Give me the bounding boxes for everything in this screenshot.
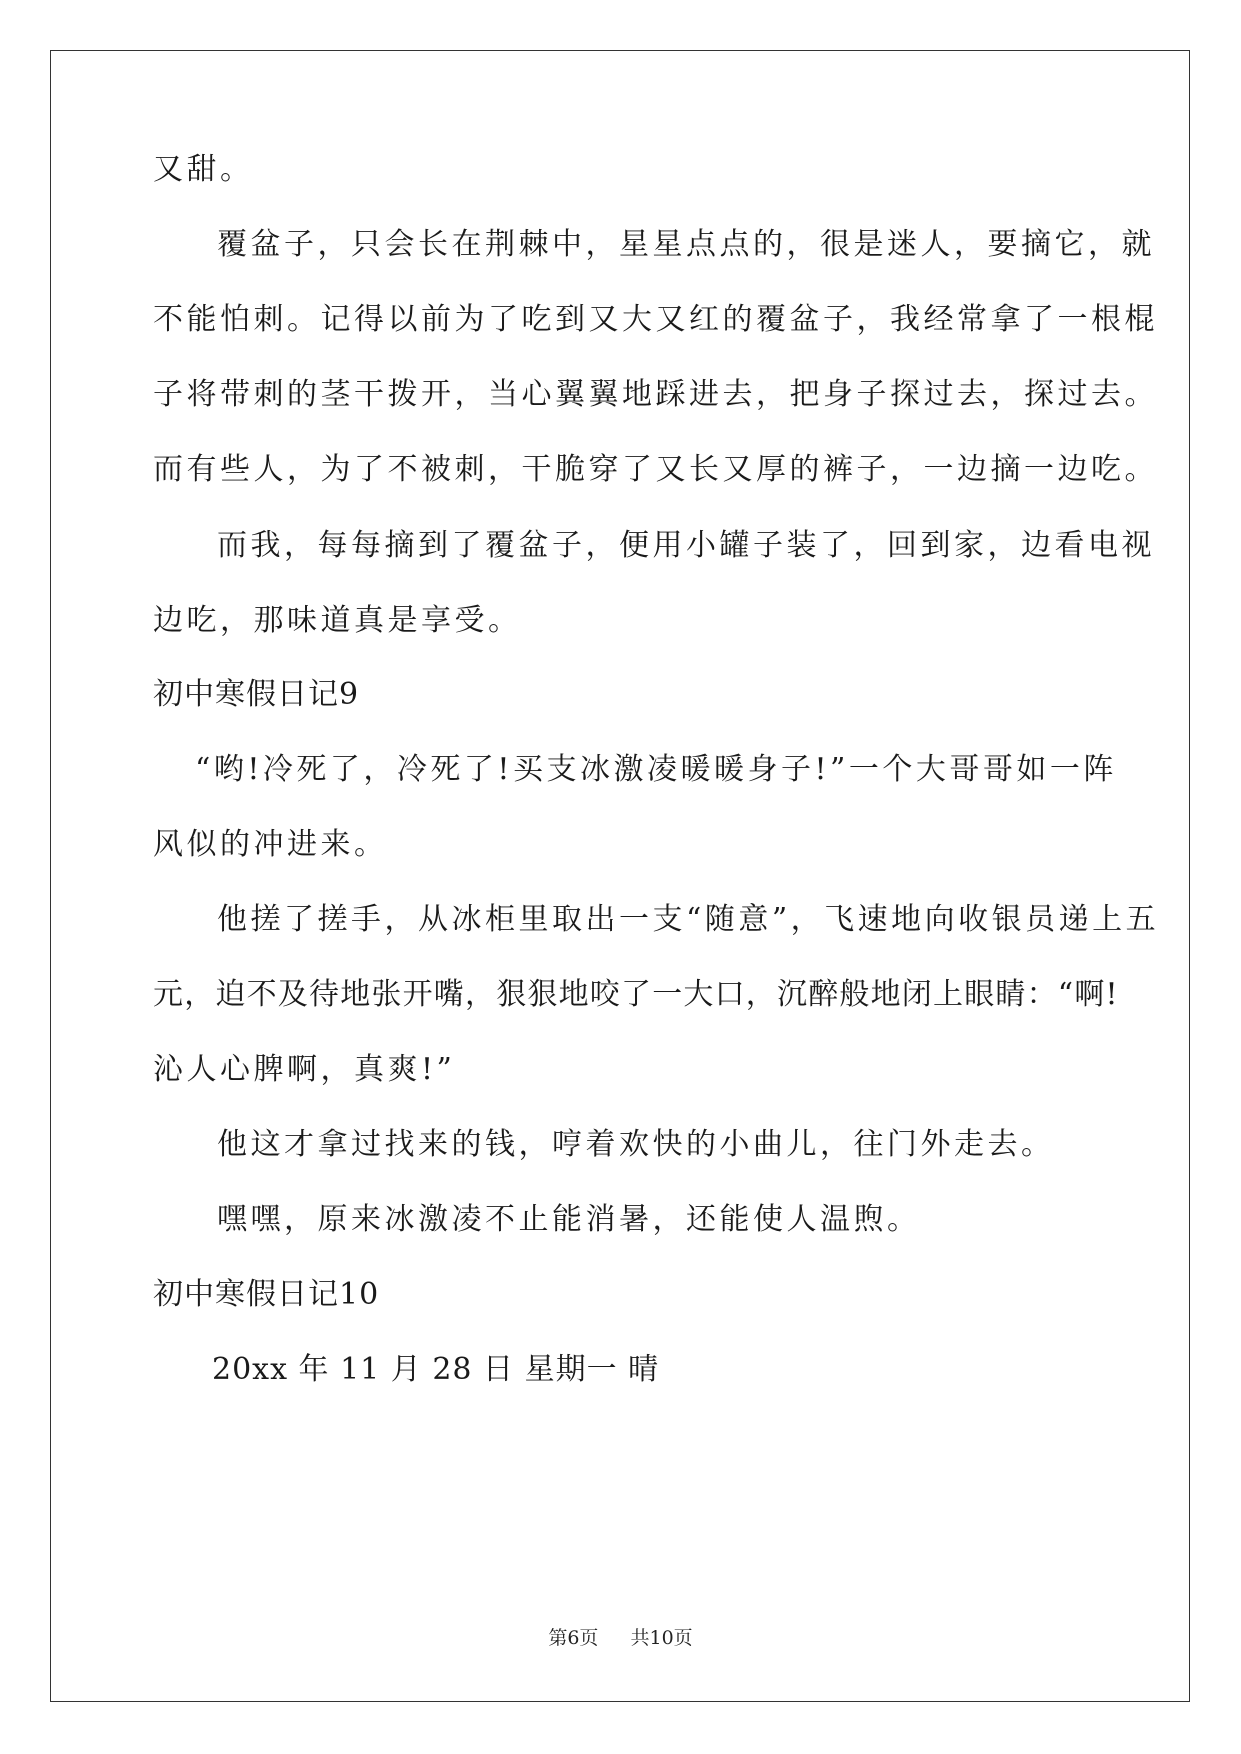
total-pages: 共10页 <box>630 1627 693 1649</box>
paragraph-line: 子将带刺的茎干拨开，当心翼翼地踩进去，把身子探过去，探过去。 <box>153 377 1158 412</box>
section-heading: 初中寒假日记10 <box>153 1277 380 1312</box>
page-number: 第6页 <box>548 1627 599 1649</box>
paragraph-line: 而我，每每摘到了覆盆子，便用小罐子装了，回到家，边看电视 <box>217 528 1155 563</box>
paragraph-line: 覆盆子，只会长在荆棘中，星星点点的，很是迷人，要摘它，就 <box>217 227 1155 262</box>
diary-date-line: 20xx 年 11 月 28 日 星期一 晴 <box>212 1352 660 1387</box>
paragraph-line: 沁人心脾啊，真爽!” <box>153 1052 456 1087</box>
section-heading: 初中寒假日记9 <box>153 677 360 712</box>
paragraph-line: 他这才拿过找来的钱，哼着欢快的小曲儿，往门外走去。 <box>217 1127 1055 1162</box>
paragraph-line: 又甜。 <box>153 152 254 187</box>
paragraph-line: 嘿嘿，原来冰激凌不止能消暑，还能使人温煦。 <box>217 1202 921 1237</box>
paragraph-line: 而有些人，为了不被刺，干脆穿了又长又厚的裤子，一边摘一边吃。 <box>153 452 1158 487</box>
paragraph-line: 风似的冲进来。 <box>153 827 388 862</box>
paragraph-line: “哟!冷死了，冷死了!买支冰激凌暖暖身子!”一个大哥哥如一阵 <box>195 752 1117 787</box>
paragraph-line: 不能怕刺。记得以前为了吃到又大又红的覆盆子，我经常拿了一根棍 <box>153 302 1158 337</box>
paragraph-line: 边吃，那味道真是享受。 <box>153 603 522 638</box>
paragraph-line: 元，迫不及待地张开嘴，狠狠地咬了一大口，沉醉般地闭上眼睛：“啊! <box>153 977 1119 1012</box>
page-border <box>50 50 1190 1702</box>
paragraph-line: 他搓了搓手，从冰柜里取出一支“随意”，飞速地向收银员递上五 <box>217 902 1160 937</box>
page-footer <box>0 1625 1241 1651</box>
